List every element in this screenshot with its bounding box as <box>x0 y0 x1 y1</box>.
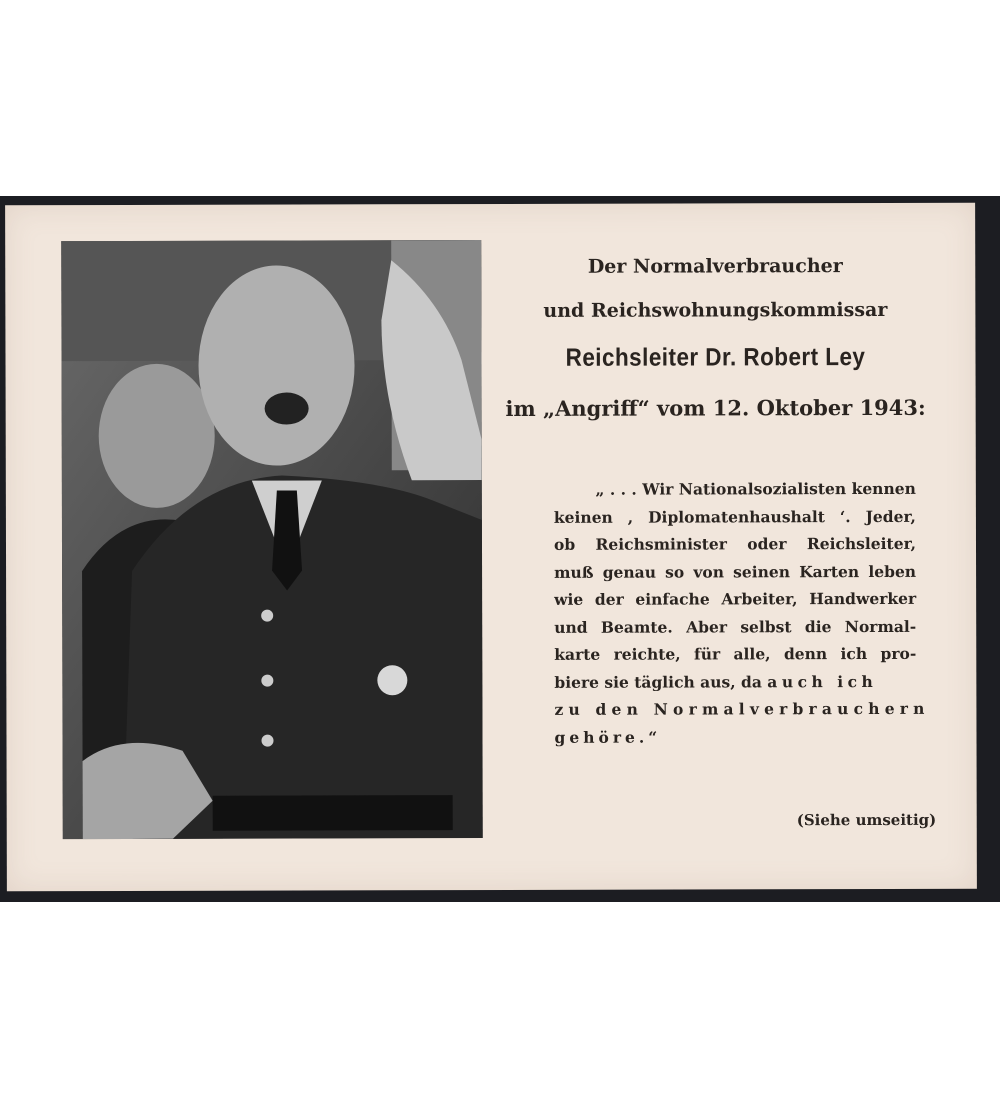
quote-line: „ . . . Wir Nationalsozialisten kennen <box>595 478 916 499</box>
portrait-photo-image <box>61 240 483 839</box>
portrait-photo <box>61 240 483 839</box>
quote-line <box>554 667 916 695</box>
quote-line: muß genau so von seinen Karten leben <box>554 561 917 582</box>
heading-name: Reichsleiter Dr. Robert Ley <box>565 343 866 372</box>
quote-spaced-text: auch ich <box>767 671 878 691</box>
quote-line: zu den Normalverbrauchern <box>554 698 930 719</box>
quote-line: wie der einfache Arbeiter, Handwerker <box>554 588 917 609</box>
heading-source: im „Angriff“ vom 12. Oktober 1943: <box>505 394 926 421</box>
heading-line-1: Der Normalverbraucher <box>587 255 843 278</box>
quote-line-start: biere sie täglich aus, da <box>554 671 768 692</box>
quote-line: karte reichte, für alle, denn ich pro- <box>554 643 917 664</box>
leaflet <box>5 203 977 892</box>
heading-line-2: und Reichswohnungskommissar <box>543 298 888 322</box>
quote-line: und Beamte. Aber selbst die Normal- <box>554 616 917 637</box>
quote-line: ob Reichsminister oder Reichsleiter, <box>553 533 917 554</box>
see-reverse-note: (Siehe umseitig) <box>796 810 937 830</box>
text-column <box>495 203 965 830</box>
quote-line: gehöre.“ <box>554 727 662 747</box>
quote-line: keinen , Diplomatenhaushalt ‘. Jeder, <box>553 506 916 527</box>
quote-block <box>553 475 930 751</box>
